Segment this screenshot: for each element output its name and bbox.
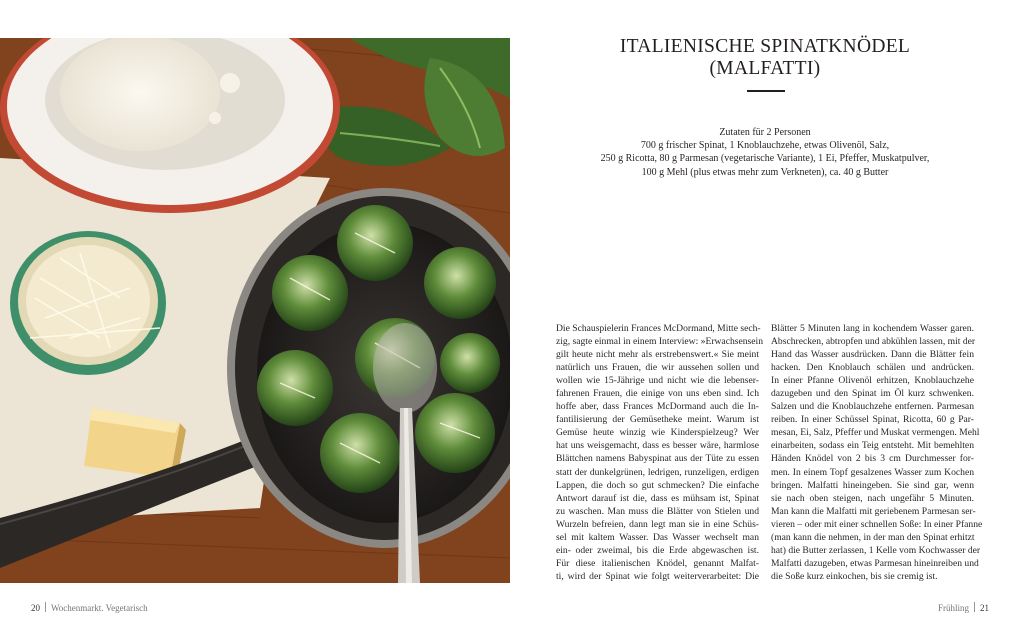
body-line: Malfatti dazugeben, etwas Parmesan hineinreiben und [771, 557, 979, 569]
body-line: Gemüse heute winzig wie Kinderspielzeug? Wer [556, 427, 759, 439]
body-line: hoffe aber, dass Frances McDormand auch die In- [556, 401, 759, 413]
body-column-right [771, 322, 983, 583]
title-line: ITALIENISCHE SPINATKNÖDEL [619, 36, 911, 57]
body-line: fahrenen Frauen, die einige von uns eben sind. Ich [556, 388, 759, 400]
body-line: Die Schauspielerin Frances McDormand, Mitte sech- [556, 323, 761, 334]
body-line: statt der dunkelgrünen, ledrigen, runzeligen, erdigen [556, 466, 759, 478]
body-line: zig, sagte einmal in einem Interview: »Erwachsensein [556, 336, 763, 348]
ingredients-block [560, 126, 970, 179]
body-line: mesan, Ei, Salz, Pfeffer und Muskat vermengen. Mehl [771, 427, 980, 439]
footer-separator [45, 602, 46, 612]
ingredients-line: 700 g frischer Spinat, 1 Knoblauchzehe, etwas Olivenöl, Salz, [640, 140, 890, 152]
body-line: Abschrecken, abtropfen und abkühlen lassen, mit der [771, 336, 976, 348]
body-line: reiben. In einer Schüssel Spinat, Ricotta, 60 g Par- [771, 414, 974, 426]
body-line: vieren – oder mit einer schnellen Soße: In einer Pfanne [771, 518, 983, 530]
page-number-left: 20 [31, 603, 40, 613]
body-line: hacken. Den Knoblauch schälen und andrücken. [771, 362, 974, 374]
body-line: Blätter 5 Minuten lang in kochendem Wasser garen. [771, 323, 974, 334]
footer-left [31, 602, 148, 613]
title-line: (MALFATTI) [709, 58, 821, 79]
body-line: ti, wird der Spinat wie folgt weiterverarbeitet: Die [556, 570, 759, 582]
body-line: natürlich uns Frauen, die wir aussehen sollen und [556, 362, 759, 374]
body-line: (man kann die nehmen, in der man den Spinat erhitzt [771, 531, 975, 543]
footer-right [938, 602, 989, 613]
body-line: einarbeiten, sodass ein Teig entsteht. Mit bemehlten [771, 440, 974, 452]
footer-separator [974, 602, 975, 612]
recipe-photo [0, 38, 510, 583]
body-line: Hand das Wasser ausdrücken. Dann die Blätter fein [771, 349, 974, 361]
body-line: Antwort darauf ist die, dass es mühsam ist, Spinat [556, 492, 759, 504]
body-line: Für diese italienischen Knödel, genannt Malfat- [556, 557, 759, 569]
title-divider [747, 90, 785, 92]
body-line: dazugeben und den Spinat im Öl kurz schwenken. [771, 388, 974, 400]
body-line: die Soße kurz einkochen, bis sie cremig ist. [771, 570, 938, 582]
body-line: hat) die Butter zerlassen, 1 Kelle vom Kochwasser der [771, 544, 981, 556]
ingredients-line: 250 g Ricotta, 80 g Parmesan (vegetarische Variante), 1 Ei, Pfeffer, Muskatpulver, [600, 153, 930, 165]
body-line: ein- oder zweimal, bis die Erde abgewaschen ist. [556, 544, 759, 556]
body-line: men. In einem Topf gesalzenes Wasser zum Kochen [771, 466, 974, 478]
running-head-left: Wochenmarkt. Vegetarisch [51, 603, 148, 613]
body-line: sie nach oben steigen, nach ungefähr 5 Minuten. [771, 492, 974, 504]
body-line: fantilisierung der Gemüsetheke meint. Warum ist [556, 414, 759, 426]
body-line: In einer Pfanne Olivenöl erhitzen, Knoblauchzehe [771, 375, 974, 387]
body-line: Blättchen namens Babyspinat aus der Tüte zu essen [556, 453, 759, 465]
body-column-left [556, 322, 763, 583]
parmesan-bowl [10, 231, 166, 375]
body-line: sel mit kaltem Wasser. Das Wasser wechselt man [556, 531, 759, 543]
body-line: Salzen und die Knoblauchzehe entfernen. Parmesan [771, 401, 974, 413]
body-line: hat uns weisgemacht, dass es besser wäre, harmlose [556, 440, 759, 452]
body-line: Lappen, die doch so gut schmecken? Die einfache [556, 479, 759, 491]
body-line: bringen. Malfatti hineingeben. Sie sind gar, wenn [771, 479, 974, 491]
body-line: wollen wie 15-Jährige und nicht wie die lebenser- [556, 375, 759, 387]
body-line: zu waschen. Man muss die Blätter von Stielen und [556, 505, 759, 517]
recipe-title [560, 36, 970, 80]
body-line: Man kann die Malfatti mit geriebenem Parmesan ser- [771, 505, 976, 517]
body-line: Wurzeln befreien, dann legt man sie in eine Schüs- [556, 518, 759, 530]
ingredients-line: 100 g Mehl (plus etwas mehr zum Verkneten), ca. 40 g Butter [641, 166, 889, 178]
page-number-right: 21 [980, 603, 989, 613]
body-line: Händen Knödel von 2 bis 3 cm Durchmesser for- [771, 453, 974, 465]
ingredients-heading: Zutaten für 2 Personen [719, 127, 811, 138]
running-head-right: Frühling [937, 603, 969, 613]
body-line: gilt heute nicht mehr als erstrebenswert.« Sie meint [556, 349, 759, 361]
